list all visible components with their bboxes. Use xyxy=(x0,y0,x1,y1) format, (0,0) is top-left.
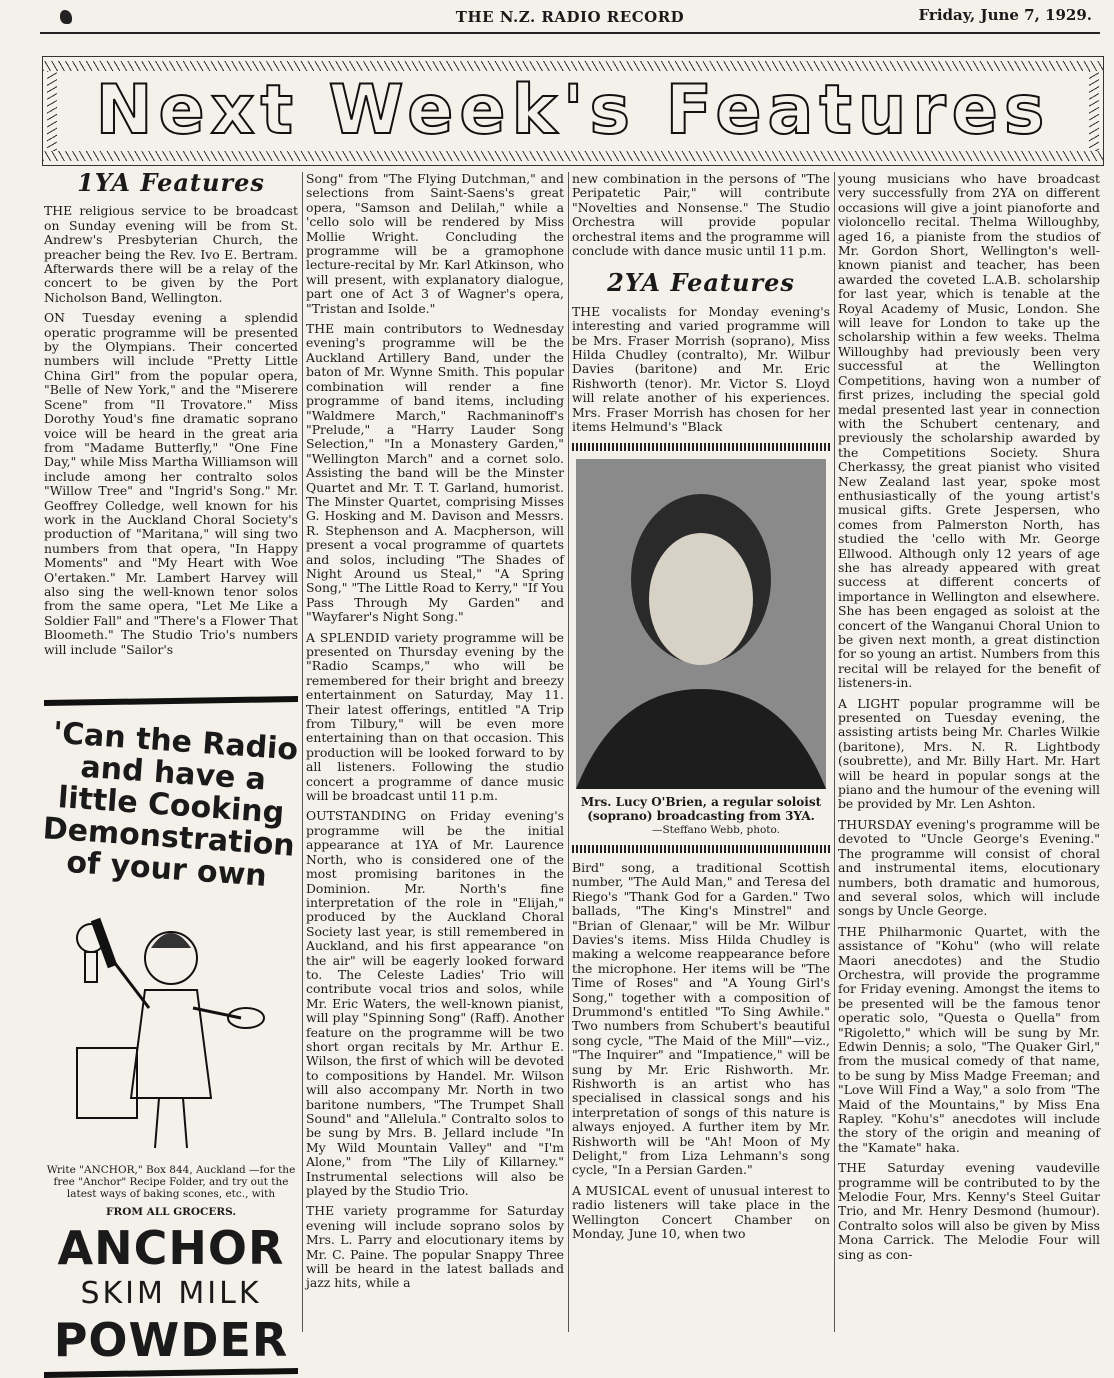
banner-title: Next Week's Features xyxy=(95,71,1051,150)
section-heading-2ya: 2YA Features xyxy=(607,268,795,298)
photo-block xyxy=(572,443,830,853)
portrait-photo xyxy=(576,459,826,789)
article-paragraph: THURSDAY evening's programme will be devoted to "Uncle George's Evening." The programme will consist of choral and instrumental items, elocutionary numbers, both dramatic and humorous, and several solos, which will include songs by Uncle George. xyxy=(838,816,1100,919)
column-3 xyxy=(572,172,830,1247)
ad-grocers: FROM ALL GROCERS. xyxy=(106,1206,236,1218)
ad-bottom-bar xyxy=(44,1368,298,1378)
ad-brand-skim-milk: SKIM MILK xyxy=(80,1276,262,1311)
article-paragraph: THE main contributors to Wednesday evening's programme will be the Auckland Artillery Band, under the baton of Mr. Wynne Smith. This popular combination will render a fine programme of band items, including "Waldmere March," Rachmaninoff's "Prelude," a "Harry Lauder Song Selection," "In a Monastery Garden," "Wellington March" and a cornet solo. Assisting the band will be the Minster Quartet and Mr. T. T. Garland, humorist. The Minster Quartet, comprising Misses G. Hosking and M. Davison and Messrs. R. Stephenson and A. Macpherson, will present a vocal programme of quartets and solos, including "The Shades of Night Around us Steal," "A Spring Song," "The Little Road to Kerry," "If You Pass Through My Garden" and "Wayfarer's Night Song." xyxy=(306,321,564,625)
article-paragraph: THE vocalists for Monday evening's interesting and varied programme will be Mrs. Fraser Morrish (soprano), Miss Hilda Chudley (contralto), Mr. Wilbur Davies (baritone) and Mr. Eric Rishworth (tenor). Mr. Victor S. Lloyd will relate another of his experiences. Mrs. Fraser Morrish has chosen for her items Helmund's "Black xyxy=(572,303,830,435)
ad-instructions: Write "ANCHOR," Box 844, Auckland —for the free "Anchor" Recipe Folder, and try out the latest ways of baking scones, etc., with xyxy=(46,1164,296,1200)
article-paragraph: ON Tuesday evening a splendid operatic programme will be presented by the Olympians. Their concerted numbers will include "Pretty Little China Girl" from the popular opera, "Belle of New York," and the "Miserere Scene" from "Il Trovatore." Miss Dorothy Youd's fine dramatic soprano voice will be heard in the great aria from "Madame Butterfly," "One Fine Day," while Miss Martha Williamson will include among her contralto solos "Willow Tree" and "Ingrid's Song." Mr. Geoffrey Colledge, well known for his work in the Auckland Choral Society's production of "Maritana," will sing two numbers from that opera, "In Happy Moments" and "My Heart with Woe O'ertaken." Mr. Lambert Harvey will also sing the well-known tenor solos from the same opera, "Let Me Like a Soldier Fall" and "There's a Flower That Bloometh." The Studio Trio's numbers will include "Sailor's xyxy=(44,310,298,657)
article-paragraph: THE Saturday evening vaudeville programme will be contributed to by the Melodie Four, Mrs. Kenny's Steel Guitar Trio, and Mr. Henry Desmond (humour). Contralto solos will also be given by Miss Mona Carrick. The Melodie Four will sing as con- xyxy=(838,1160,1100,1262)
column-1 xyxy=(44,168,298,663)
column-2 xyxy=(306,172,564,1297)
photo-rule xyxy=(572,845,830,853)
column-rule xyxy=(568,172,569,1332)
cooking-woman-radio-illustration xyxy=(71,898,271,1158)
publication-name: THE N.Z. RADIO RECORD xyxy=(455,8,685,26)
photo-rule xyxy=(572,443,830,451)
banner-border-top xyxy=(43,61,1103,71)
ad-top-bar xyxy=(44,696,298,706)
article-paragraph: A SPLENDID variety programme will be presented on Thursday evening by the "Radio Scamps," who will be remembered for their bright and breezy entertainment on Saturday, May 11. Their latest offerings, entitled "A Trip from Tilbury," will be even more entertaining than on that occasion. This production will be looked forward to by all listeners. Following the studio concert a programme of dance music will be broadcast until 11 p.m. xyxy=(306,629,564,804)
article-paragraph: THE Philharmonic Quartet, with the assistance of "Kohu" (who will relate Maori anecdotes) and the Studio Orchestra, will provide the programme for Friday evening. Amongst the items to be presented will be the famous tenor operatic solo, "Questa o Quella" from "Rigoletto," which will be sung by Mr. Edwin Dennis; a solo, "The Quaker Girl," from the musical comedy of that name, to be sung by Miss Madge Freeman; and "Love Will Find a Way," a solo from "The Maid of the Mountains," by Miss Ena Rapley. "Kohu's" anecdotes will include the story of the origin and meaning of the "Kamate" haka. xyxy=(838,923,1100,1155)
header-rule xyxy=(40,32,1100,34)
banner-border-bottom xyxy=(43,151,1103,161)
article-paragraph: A MUSICAL event of unusual interest to radio listeners will take place in the Wellington Concert Chamber on Monday, June 10, when two xyxy=(572,1182,830,1242)
page-header xyxy=(40,4,1100,34)
article-paragraph: THE religious service to be broadcast on Sunday evening will be from St. Andrew's Presbyterian Church, the preacher being the Rev. Ivo E. Bertram. Afterwards there will be a relay of the concert to be given by the Port Nicholson Band, Wellington. xyxy=(44,203,298,305)
article-paragraph: A LIGHT popular programme will be presented on Tuesday evening, the assisting artists being Mr. Charles Wilkie (baritone), Mrs. N. R. Lightbody (soubrette), and Mr. Billy Hart. Mr. Hart will be heard in popular songs at the piano and the humour of the evening will be provided by Mr. Len Ashton. xyxy=(838,695,1100,812)
section-heading-1ya: 1YA Features xyxy=(77,168,265,197)
article-paragraph: young musicians who have broadcast very successfully from 2YA on different occasions will give a joint pianoforte and violoncello recital. Thelma Willoughby, aged 16, a pianiste from the studios of Mr. Gordon Short, Wellington's well-known pianist and teacher, has been awarded the coveted L.A.B. scholarship for last year, which is tenable at the Royal Academy of Music, London. She will leave for London to take up the scholarship within a few weeks. Thelma Willoughby had previously been very successful at the Wellington Competitions, having won a number of first prizes, including the special gold medal presented last year in connection with the Schubert centenary, and previously the scholarship awarded by the Competitions Society. Shura Cherkassy, the great pianist who visited New Zealand last year, spoke most enthusiastically of the young artist's musical gifts. Grete Jespersen, who comes from Palmerston North, has studied the 'cello with Mr. George Ellwood. Although only 12 years of age she has already appeared with great success at different concerts of importance in Wellington and elsewhere. She has been engaged as soloist at the concert of the Wanganui Choral Union to be given next month, a great distinction for so young an artist. Numbers from this recital will be relayed for the benefit of listeners-in. xyxy=(838,171,1100,691)
ad-slogan: 'Can the Radio and have a little Cooking Demonstration of your own xyxy=(41,715,300,894)
photo-credit: —Steffano Webb, photo. xyxy=(651,823,780,836)
article-paragraph: THE variety programme for Saturday evening will include soprano solos by Mrs. L. Parry and elocutionary items by Mr. C. Paine. The popular Snappy Three will be heard in the latest ballads and jazz hits, while a xyxy=(306,1203,564,1291)
anchor-advertisement xyxy=(41,690,300,1367)
column-rule xyxy=(834,172,835,1332)
article-paragraph: Bird" song, a traditional Scottish number, "The Auld Man," and Teresa del Riego's "Thank God for a Garden." Two ballads, "The King's Minstrel" and "Brian of Glenaar," will be Mr. Wilbur Davies's items. Miss Hilda Chudley is making a welcome reappearance before the microphone. Her items will be "The Time of Roses" and "A Young Girl's Song," together with a composition of Drummond's entitled "To Sing Awhile." Two numbers from Schubert's beautiful song cycle, "The Maid of the Mill"—viz., "The Inquirer" and "Impatience," will be sung by Mr. Eric Rishworth. Mr. Rishworth is an artist who has specialised in classical songs and his interpretation of songs of this nature is always enjoyed. A further item by Mr. Rishworth will be "Ah! Moon of My Delight," from Liza Lehmann's song cycle, "In a Persian Garden." xyxy=(572,859,830,1178)
ad-brand-powder: POWDER xyxy=(53,1313,289,1367)
features-banner xyxy=(42,56,1104,166)
column-4 xyxy=(838,172,1100,1268)
issue-date: Friday, June 7, 1929. xyxy=(918,6,1092,24)
ad-brand-anchor: ANCHOR xyxy=(57,1221,285,1275)
article-paragraph: Song" from "The Flying Dutchman," and selections from Saint-Saens's great opera, "Samson and Delilah," while a 'cello solo will be rendered by Miss Mollie Wright. Concluding the programme will be a gramophone lecture-recital by Mr. Karl Atkinson, who will present, with explanatory dialogue, part one of Act 3 of Wagner's opera, "Tristan and Isolde." xyxy=(306,171,564,316)
photo-caption: Mrs. Lucy O'Brien, a regular soloist (soprano) broadcasting from 3YA. xyxy=(580,794,822,823)
article-paragraph: new combination in the persons of "The Peripatetic Pair," will contribute "Novelties and Nonsense." The Studio Orchestra will provide popular orchestral items and the programme will conclude with dance music until 11 p.m. xyxy=(572,171,830,259)
article-paragraph: OUTSTANDING on Friday evening's programme will be the initial appearance at 1YA of Mr. Laurence North, who is considered one of the most promising baritones in the Dominion. Mr. North's fine interpretation of the role in "Elijah," produced by the Auckland Choral Society last year, is still remembered in Auckland, and his first appearance "on the air" will be eagerly looked forward to. The Celeste Ladies' Trio will contribute vocal trios and solos, while Mr. Eric Waters, the well-known pianist, will play "Spinning Song" (Raff). Another feature on the programme will be two short organ recitals by Mr. Arthur E. Wilson, the first of which will be devoted to compositions by Handel. Mr. Wilson will also accompany Mr. North in two baritone numbers, "The Trumpet Shall Sound" and "Allelula." Contralto solos to be sung by Mrs. B. Jellard include "In My Wild Mountain Valley" and "I'm Alone," from "The Lily of Killarney." Instrumental selections will also be played by the Studio Trio. xyxy=(306,808,564,1199)
column-rule xyxy=(302,172,303,1332)
